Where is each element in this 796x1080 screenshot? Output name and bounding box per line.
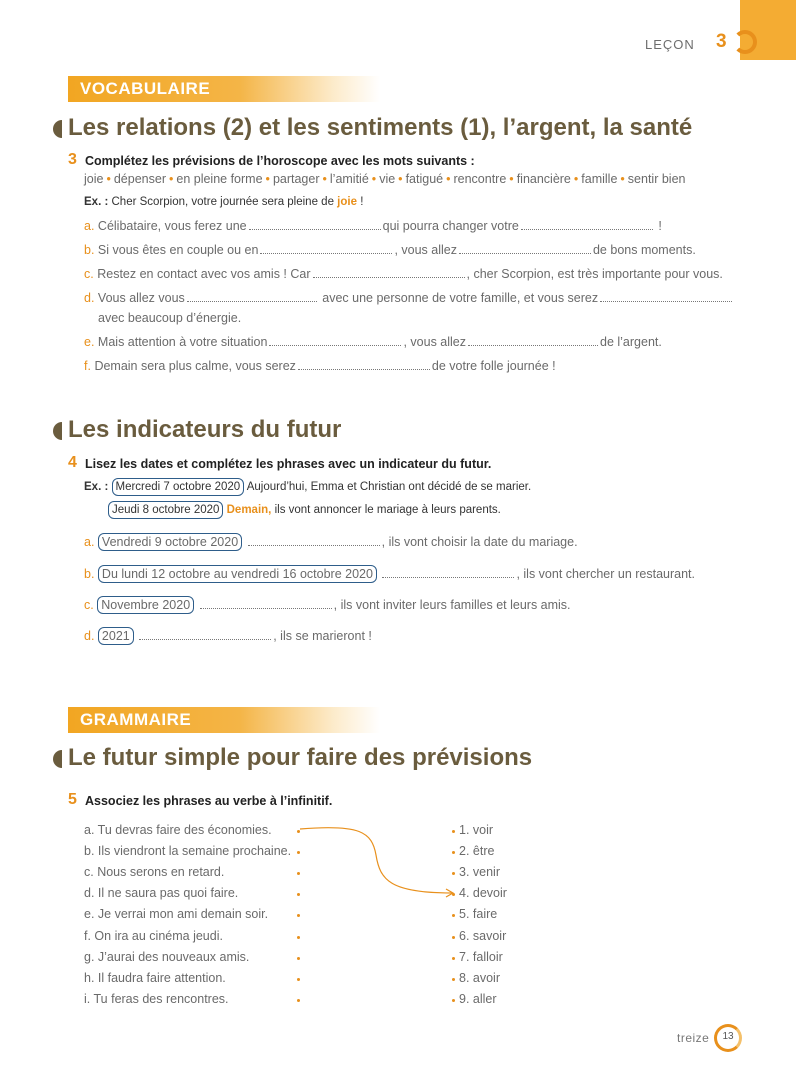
match-left-item[interactable]: i. Tu feras des rencontres. [84,992,229,1006]
exercise-instruction: Associez les phrases au verbe à l’infinitif. [85,794,333,808]
match-left-item[interactable]: a. Tu devras faire des économies. [84,823,272,837]
match-right-item[interactable]: 8. avoir [459,971,500,985]
section-title-indicateurs: Les indicateurs du futur [68,416,342,443]
text-fragment: Restez en contact avec vos amis ! Car [97,267,311,281]
word-option: joie [84,172,104,186]
word-option: financière [516,172,571,186]
match-left-item[interactable]: g. J’aurai des nouveaux amis. [84,950,250,964]
text-fragment: c. [84,598,94,612]
text-fragment: f. [84,359,91,373]
match-left-item[interactable]: e. Je verrai mon ami demain soir. [84,907,269,921]
match-right-item[interactable]: 3. venir [459,865,500,879]
text-fragment: Demain sera plus calme, vous serez [94,359,296,373]
text-fragment: de bons moments. [592,243,696,257]
text-fragment: b. [84,243,95,257]
date-box: Du lundi 12 octobre au vendredi 16 octobre 2020 [98,565,377,583]
page-word: treize [677,1031,710,1045]
text-fragment: Célibataire, vous ferez une [97,219,247,233]
date-box: Vendredi 9 octobre 2020 [98,533,242,551]
text-fragment: Mais attention à votre situation [97,335,268,349]
text-fragment: Ex. : [84,481,109,493]
text-fragment: Aujourd’hui, Emma et Christian ont décidé de se marier. [246,481,532,493]
text-fragment: de l’argent. [600,335,662,349]
text-fragment: d. [84,629,95,643]
match-left-item[interactable]: b. Ils viendront la semaine prochaine. [84,844,292,858]
match-left-item[interactable]: c. Nous serons en retard. [84,865,225,879]
exercise-number: 4 [68,454,77,471]
example-answer: Demain, [226,504,272,516]
text-fragment: Cher Scorpion, votre journée sera pleine de [111,196,334,208]
word-option: partager [272,172,320,186]
sentence-d-continued: avec beaucoup d’énergie. [98,311,242,325]
date-box: 2021 [98,627,134,645]
date-box: Novembre 2020 [97,596,194,614]
text-fragment: c. [84,267,94,281]
match-right-item[interactable]: 5. faire [459,907,498,921]
text-fragment: Si vous êtes en couple ou en [97,243,259,257]
text-fragment: , ils vont chercher un restaurant. [516,567,695,581]
exercise-number: 3 [68,151,77,168]
date-box: Jeudi 8 octobre 2020 [108,501,223,519]
text-fragment: de votre folle journée ! [431,359,556,373]
match-right-item[interactable]: 9. aller [459,992,497,1006]
example-label: Ex. : [84,196,109,208]
section-title-relations: Les relations (2) et les sentiments (1), l’argent, la santé [68,114,693,141]
exercise-instruction: Lisez les dates et complétez les phrases avec un indicateur du futur. [85,457,492,471]
example-answer: joie [337,196,357,208]
match-left-item[interactable]: h. Il faudra faire attention. [84,971,226,985]
section-band-label: VOCABULAIRE [80,79,211,98]
text-fragment: ! [658,219,662,233]
separator-dot: • [509,172,514,186]
text-fragment: , ils vont inviter leurs familles et leurs amis. [333,598,571,612]
page-number: 13 [722,1031,734,1042]
text-fragment: a. [84,219,95,233]
word-option: l’amitié [329,172,369,186]
text-fragment: ils vont annoncer le mariage à leurs parents. [274,504,501,516]
separator-dot: • [322,172,327,186]
text-fragment: , ils vont choisir la date du mariage. [381,535,578,549]
text-fragment: e. [84,335,95,349]
text-fragment: ! [360,196,364,208]
separator-dot: • [446,172,451,186]
text-fragment: d. [84,291,95,305]
match-left-item[interactable]: d. Il ne saura pas quoi faire. [84,886,239,900]
lesson-label: LEÇON [645,37,695,52]
separator-dot: • [398,172,403,186]
section-band-label: GRAMMAIRE [80,710,192,729]
separator-dot: • [106,172,111,186]
match-right-item[interactable]: 7. falloir [459,950,503,964]
word-option: dépenser [113,172,166,186]
word-option: famille [581,172,618,186]
date-box: Mercredi 7 octobre 2020 [112,478,245,496]
word-option: en pleine forme [176,172,263,186]
text-fragment: Vous allez vous [97,291,185,305]
exercise-instruction: Complétez les prévisions de l’horoscope avec les mots suivants : [85,154,475,168]
word-option: rencontre [453,172,507,186]
word-option: fatigué [405,172,444,186]
match-right-item[interactable]: 6. savoir [459,929,507,943]
text-fragment: avec une personne de votre famille, et vous serez [322,291,599,305]
separator-dot: • [168,172,174,186]
lesson-number: 3 [716,31,727,52]
word-option: sentir bien [627,172,686,186]
word-option: vie [379,172,396,186]
text-fragment: , ils se marieront ! [273,629,372,643]
match-left-item[interactable]: f. On ira au cinéma jeudi. [84,929,223,943]
text-fragment: b. [84,567,95,581]
text-fragment: , vous allez [394,243,457,257]
text-fragment: a. [84,535,95,549]
text-fragment: , vous allez [403,335,466,349]
text-fragment: , cher Scorpion, est très importante pour vous. [466,267,723,281]
match-right-item[interactable]: 1. voir [459,823,494,837]
separator-dot: • [265,172,270,186]
exercise-number: 5 [68,791,77,808]
match-right-item[interactable]: 2. être [459,844,495,858]
separator-dot: • [573,172,579,186]
text-fragment: qui pourra changer votre [382,219,519,233]
separator-dot: • [620,172,625,186]
section-title-futur-simple: Le futur simple pour faire des prévisions [68,744,533,771]
separator-dot: • [371,172,377,186]
match-right-item[interactable]: 4. devoir [459,886,507,900]
